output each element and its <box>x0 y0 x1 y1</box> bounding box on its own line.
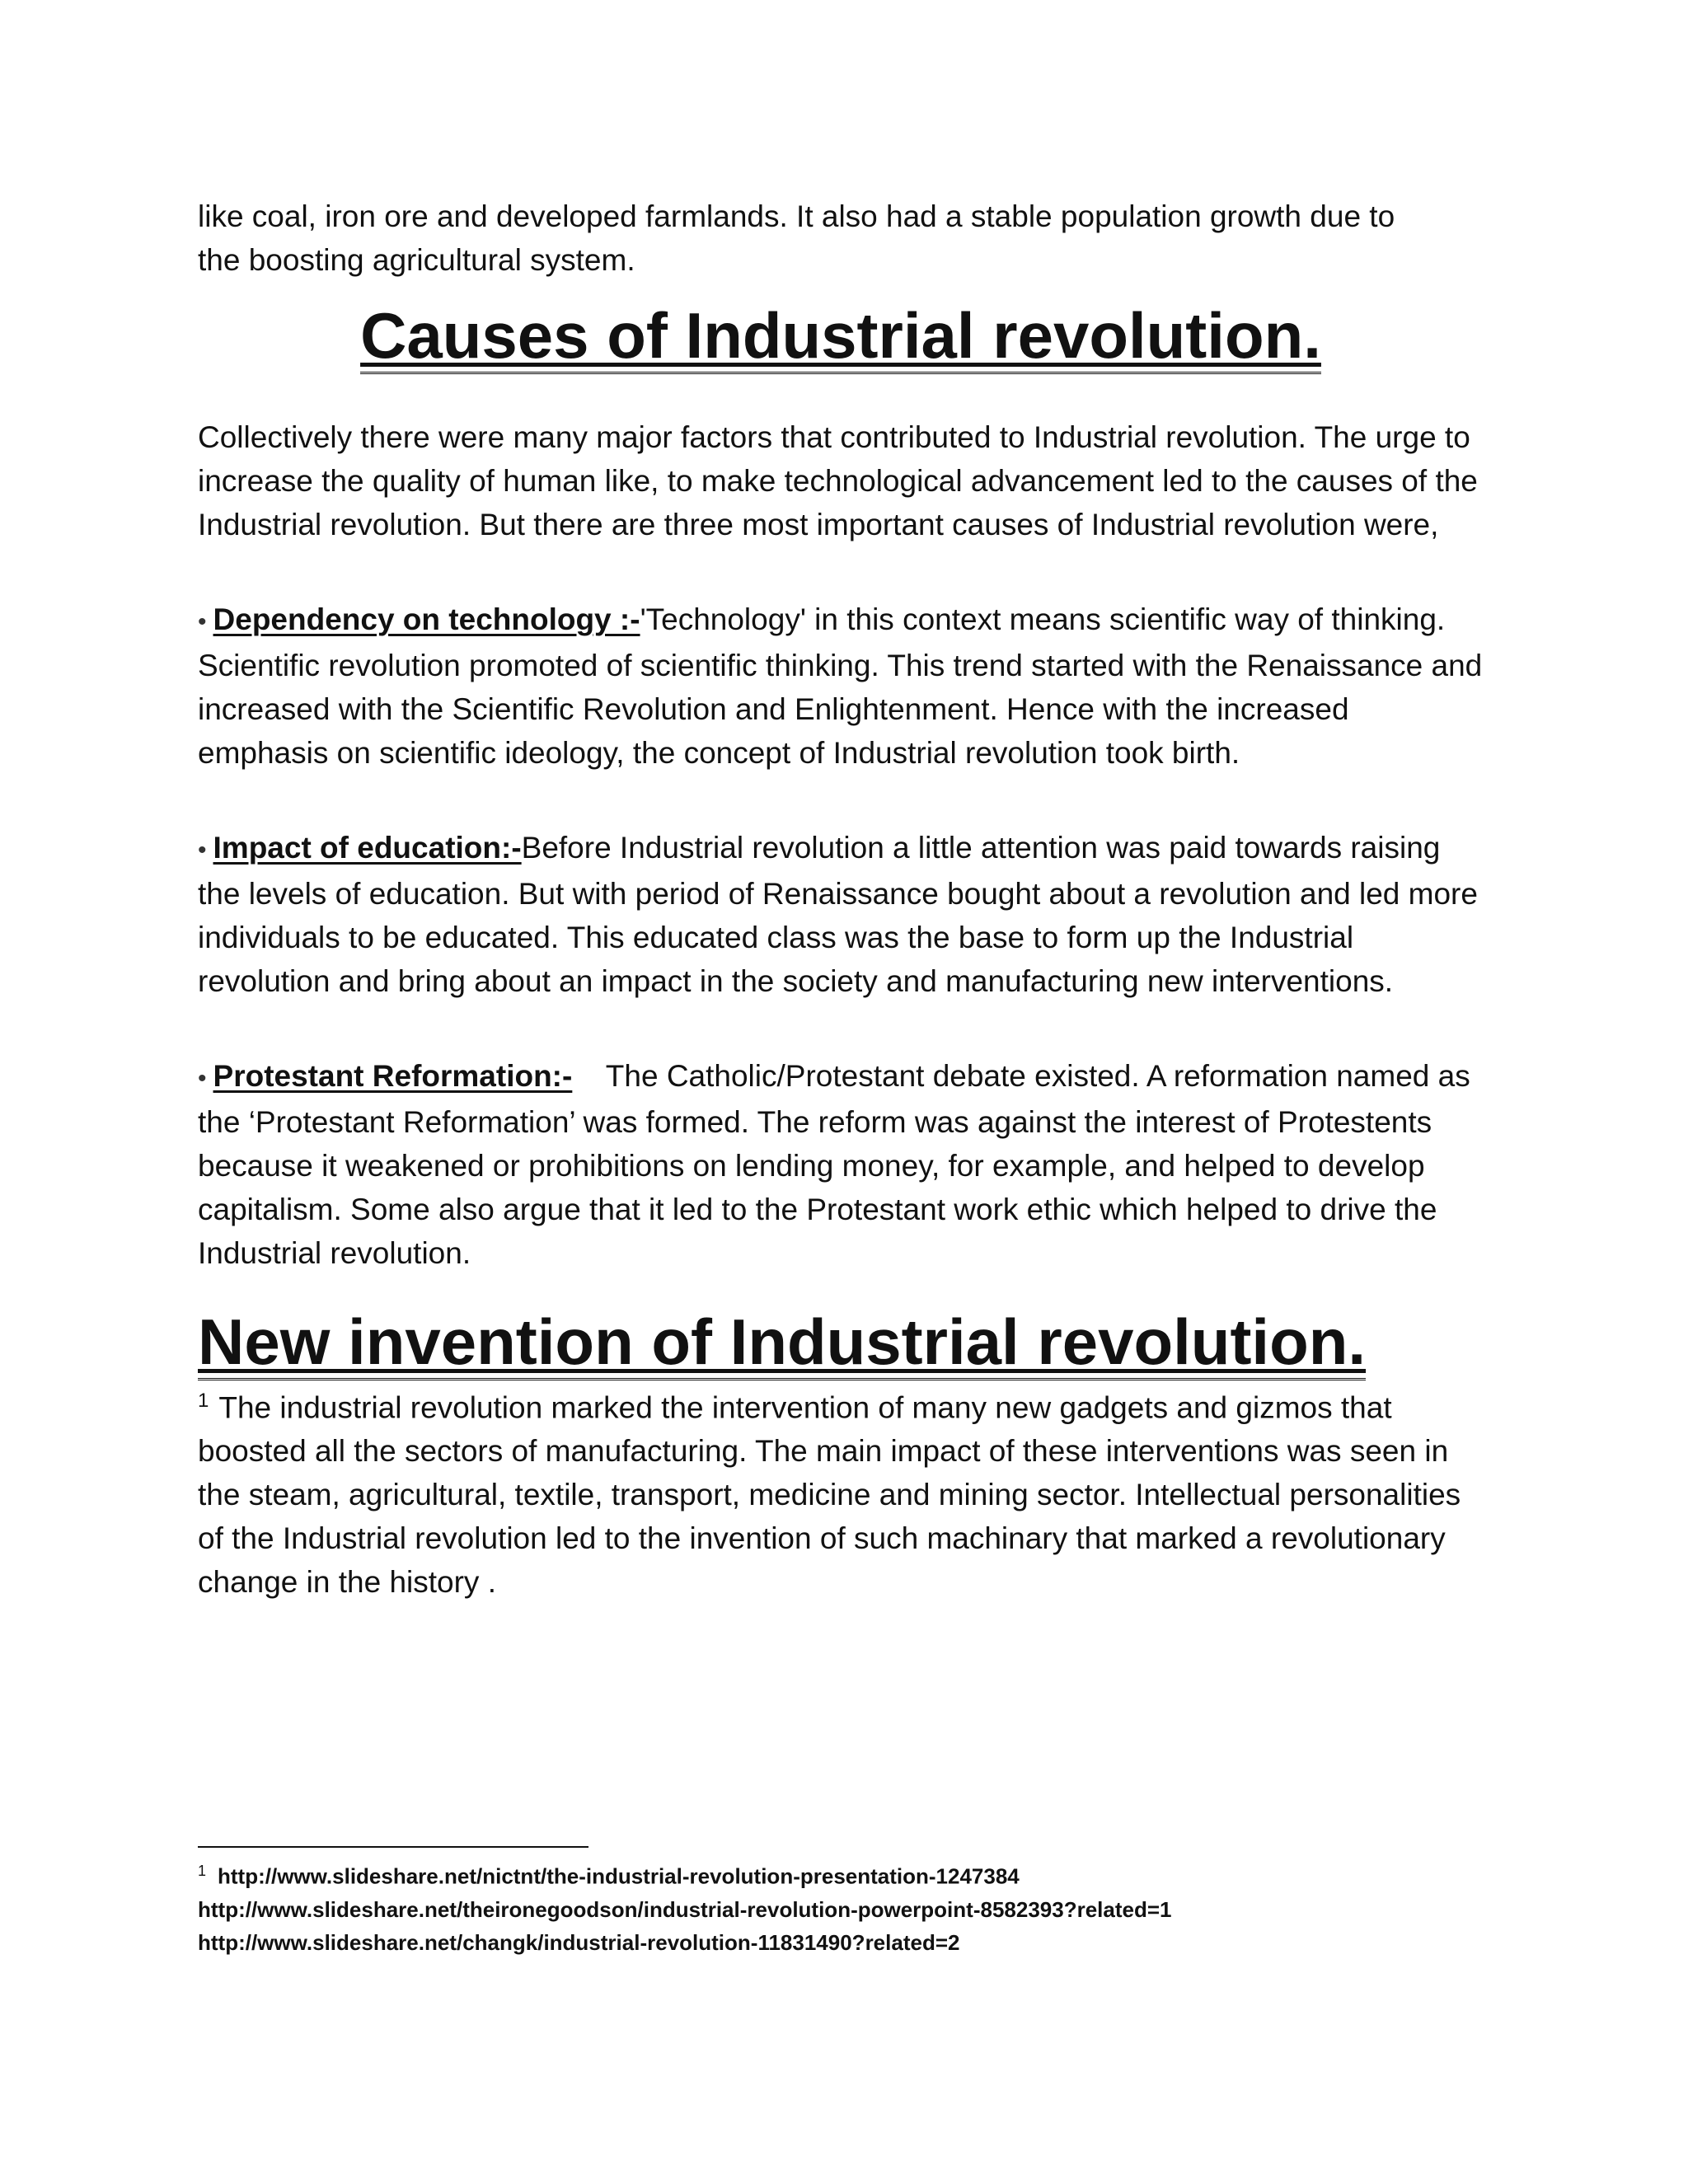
footnote-reference[interactable]: 1 <box>198 1390 209 1412</box>
footnote-link-2[interactable]: http://www.slideshare.net/theironegoodson/industrial-revolution-powerpoint-8582393?related=1 <box>198 1896 1172 1922</box>
bullet-heading: Dependency on technology :- <box>213 602 640 636</box>
bullet-text: Before Industrial revolution a little attention was paid towards raising the levels of education. But with period of Renaissance bought about a revolution and led more individuals to be educated. This educated class was the base to form up the Industrial revolution and bring about an impact in the society and manufacturing new interventions. <box>198 831 1478 998</box>
bullet-protestant-reformation <box>198 1054 1484 1275</box>
bullet-heading: Impact of education:- <box>213 831 522 865</box>
new-invention-text: The industrial revolution marked the intervention of many new gadgets and gizmos that boosted all the sectors of manufacturing. The main impact of these interventions was seen in the steam, agricultural, textile, transport, medicine and mining sector. Intellectual personalities of the Industrial revolution led to the invention of such machinary that marked a revolutionary change in the history . <box>198 1390 1461 1600</box>
footnote-number: 1 <box>198 1863 207 1879</box>
causes-intro-paragraph: Collectively there were many major factors that contributed to Industrial revolution. The urge to increase the quality of human like, to make technological advancement led to the causes of the Industrial revolution. But there are three most important causes of Industrial revolution were, <box>198 420 1478 541</box>
document-body <box>198 194 1484 1604</box>
intro-paragraph <box>198 194 1484 282</box>
footnote-line-2 <box>198 1893 1517 1926</box>
bullet-text: The Catholic/Protestant debate existed. A reformation named as the ‘Protestant Reformation’ was formed. The reform was against the interest of Protestents because it weakened or prohibitions on lending money, for example, and helped to develop capitalism. Some also argue that it led to the Protestant work ethic which helped to drive the Industrial revolution. <box>198 1059 1470 1270</box>
footnote-link-3[interactable]: http://www.slideshare.net/changk/industrial-revolution-11831490?related=2 <box>198 1929 960 1955</box>
footnote-separator <box>198 1846 588 1848</box>
bullet-dependency-on-technology <box>198 598 1484 775</box>
bullet-dot-icon: • <box>198 1065 207 1092</box>
footnotes <box>198 1854 1517 1959</box>
heading-causes <box>198 298 1484 373</box>
bullet-text: 'Technology' in this context means scientific way of thinking. Scientific revolution promoted of scientific thinking. This trend started with the Renaissance and increased with the Scientific Revolution and Enlightenment. Hence with the increased emphasis on scientific ideology, the concept of Industrial revolution took birth. <box>198 602 1483 770</box>
heading-new-invention <box>198 1305 1484 1379</box>
bullet-dot-icon: • <box>198 837 207 864</box>
bullet-heading: Protestant Reformation:- <box>213 1059 573 1093</box>
heading-causes-text: Causes of Industrial revolution. <box>360 299 1321 374</box>
bullet-dot-icon: • <box>198 608 207 635</box>
intro-line-1: like coal, iron ore and developed farmlands. It also had a stable population growth due to <box>198 199 1395 233</box>
footnote-line-1 <box>198 1854 1517 1893</box>
heading-new-invention-text: New invention of Industrial revolution. <box>198 1305 1366 1380</box>
footnote-line-3 <box>198 1926 1517 1959</box>
new-invention-paragraph <box>198 1379 1484 1604</box>
bullet-impact-of-education <box>198 826 1484 1003</box>
intro-line-2: the boosting agricultural system. <box>198 243 635 277</box>
footnote-link-1[interactable]: http://www.slideshare.net/nictnt/the-industrial-revolution-presentation-1247384 <box>218 1863 1020 1889</box>
